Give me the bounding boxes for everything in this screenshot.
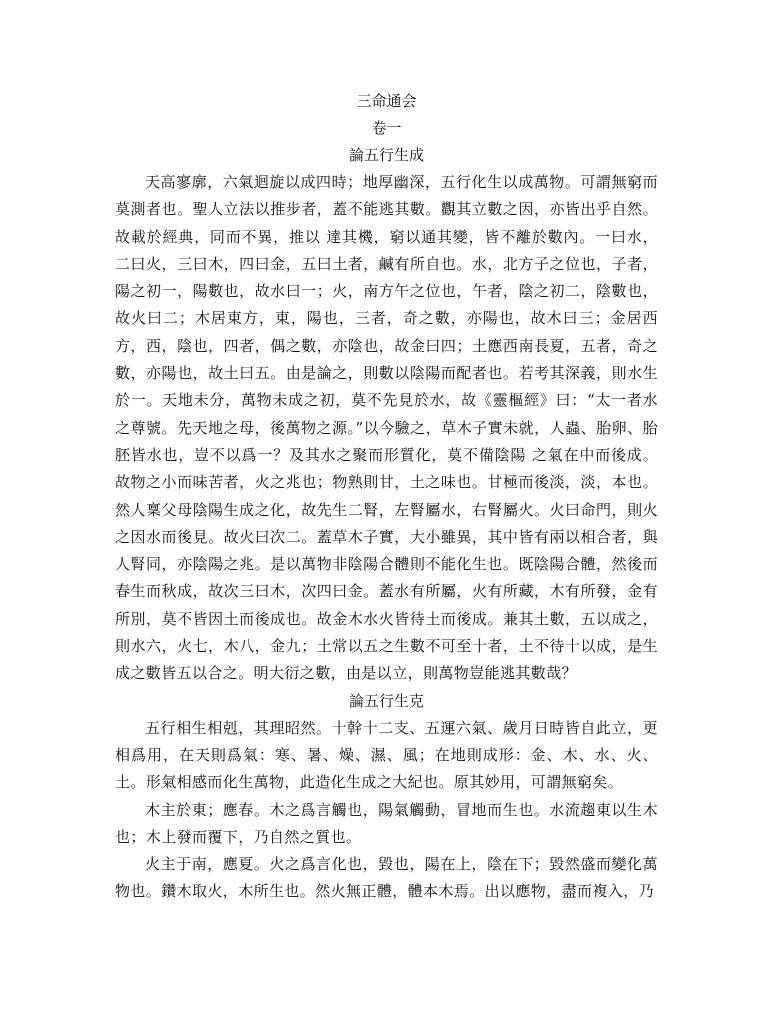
body-paragraph: 火主于南，應夏。火之爲言化也，毀也，陽在上，陰在下；毀然盛而變化萬物也。鑽木取火，木所生也。然火無正體，體本木焉。出以應物，盡而複入，乃 [115, 855, 658, 901]
section-heading-wuxing-shengke: 論五行生克 [348, 691, 424, 710]
section-heading-wuxing-shengcheng: 論五行生成 [348, 146, 424, 164]
body-paragraph: 天高寥廓，六氣迴旋以成四時；地厚幽深，五行化生以成萬物。可謂無窮而莫測者也。聖人立法以推步者，蓋不能逃其數。觀其立數之因，亦皆出乎自然。故載於經典，同而不異，推以 達其機，窮以通其變，皆不離於數內。一曰水，二曰火，三曰木，四曰金，五曰土者，鹹有所自也。水，北方子之位也，子者，陽之初一，陽數也，故水曰一；火，南方午之位也，午者，陰之初二，陰數也，故火曰二；木居東方，東，陽也，三者，奇之數，亦陽也，故木曰三；金居西方，西，陰也，四者，偶之數，亦陰也，故金曰四；土應西南長夏，五者，奇之數，亦陽也，故土曰五。由是論之，則數以陰陽而配者也。若考其深義，則水生於一。天地未分，萬物未成之初，莫不先見於水，故《靈樞經》曰：“太一者水之尊號。先天地之母，後萬物之源。”以今驗之，草木子實未就，人蟲、胎卵、胎胚皆水也，豈不以爲一？及其水之聚而形質化，莫不備陰陽 之氣在中而後成。故物之小而味苦者，火之兆也；物熟則甘，土之味也。甘極而後淡，淡，本也。然人稟父母陰陽生成之化，故先生二腎，左腎屬水，右腎屬火。火曰命門，則火之因水而後見。故火曰次二。蓋草木子實，大小雖異，其中皆有兩以相合者，與人腎同，亦陰陽之兆。是以萬物非陰陽合體則不能化生也。既陰陽合體，然後而春生而秋成，故次三曰木，次四曰金。蓋水有所屬，火有所藏，木有所發，金有所別，莫不皆因土而後成也。故金木水火皆待土而後成。兼其土數，五以成之，則水六，火七，木八，金九；土常以五之生數不可至十者，土不待十以成，是生成之數皆五以合之。明大衍之數，由是以立，則萬物豈能逃其數哉？ [115, 173, 658, 683]
volume-title: 卷一 [371, 119, 402, 137]
body-paragraph: 五行相生相剋，其理昭然。十幹十二支、五運六氣、歲月日時皆自此立，更相爲用，在天則爲氣：寒、暑、燥、濕、風；在地則成形：金、木、水、火、土。形氣相感而化生萬物，此造化生成之大紀也。原其妙用，可謂無窮矣。 [115, 718, 658, 792]
body-paragraph: 木主於東；應春。木之爲言觸也，陽氣觸動，冒地而生也。水流趨東以生木也；木上發而覆下，乃自然之質也。 [115, 800, 658, 846]
book-title: 三命通会 [356, 92, 417, 110]
